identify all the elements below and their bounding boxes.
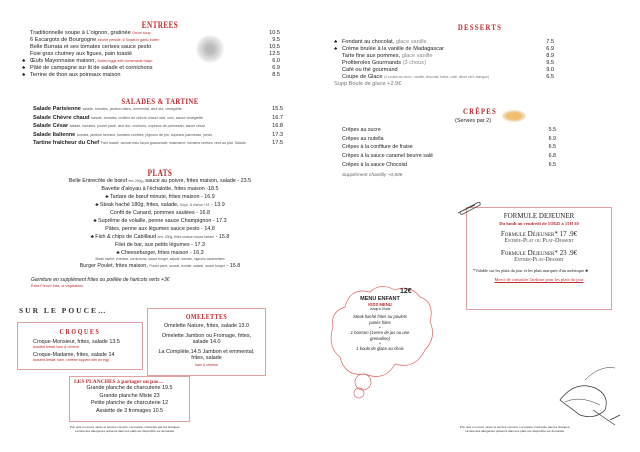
- plat-price: , sauce au poivre, frites maison, salade - 23.5: [142, 178, 252, 184]
- footer-left: [60, 425, 190, 433]
- croques-list: [18, 339, 142, 362]
- crepe-name: Crêpes à la sauce Chocolat: [342, 161, 408, 168]
- omelette-name: Omelette Jambon ou Fromage, frites, salade 14.0: [161, 332, 252, 345]
- dessert-name: Tarte fine aux pommes,: [342, 53, 401, 59]
- crepe-price: 6.5: [548, 144, 556, 151]
- formule-note: *Valable sur les plats du jour et les plats marqués d'un astérisque ♣: [473, 268, 589, 273]
- entree-name: Traditionnelle soupe à L'oignon, gratinée: [30, 30, 131, 36]
- salade-item: [33, 132, 283, 139]
- salade-name-wrap: [33, 106, 272, 112]
- croque-note: toasted bread ham & cheese: [33, 345, 79, 349]
- plat-price: - 13.9: [209, 202, 225, 208]
- salade-item: [33, 140, 283, 147]
- desserts-list: [334, 39, 554, 81]
- entree-name-wrap: [30, 51, 269, 58]
- plat-note: env. 230g, frites maison sauce tartare: [157, 235, 215, 239]
- planches-list: [70, 385, 189, 415]
- entrees-heading: ENTREES: [141, 20, 179, 30]
- entree-name-wrap: [22, 65, 272, 72]
- dessert-price: 9.0: [546, 67, 554, 73]
- salades-heading: SALADES & TARTINE: [121, 96, 199, 106]
- croque-item: [33, 339, 142, 349]
- crepe-name: Crêpes à la confiture de fraise: [342, 144, 413, 151]
- entree-item: [22, 65, 280, 72]
- entree-price: 10.5: [269, 30, 280, 36]
- crepe-item: [342, 126, 556, 135]
- dessert-name: Café ou thé gourmand: [342, 67, 398, 73]
- formule-2-desc: Entrée-Plat-Dessert: [514, 257, 564, 263]
- desserts-supp: Supp Boule de glace +2.9€: [334, 81, 402, 87]
- dessert-price: 8.9: [546, 53, 554, 59]
- formule-marker-icon: ♣: [334, 39, 338, 45]
- entree-item: [30, 30, 280, 37]
- crepe-name: Crêpes au nutella: [342, 135, 384, 142]
- footer-line-2: La liste des allergènes présents dans les plats est disponible sur demande.: [465, 429, 565, 433]
- crepe-price: 6.5: [548, 161, 556, 168]
- entree-item: [30, 44, 280, 51]
- plat-item: [40, 217, 280, 225]
- entrees-list: [22, 30, 280, 79]
- dessert-item: [334, 74, 554, 81]
- salade-name: Tartine fraîcheur du Chef: [33, 140, 100, 146]
- formule-marker-icon: ♣: [334, 46, 338, 52]
- desserts-heading: DESSERTS: [457, 22, 503, 32]
- plat-name: Bavette d'aloyau à l'échalotte, frites maison -18.5: [101, 186, 219, 192]
- enfant-plus-2: +: [378, 341, 382, 346]
- plats-heading: PLATS: [147, 168, 173, 178]
- plat-item: [40, 233, 280, 241]
- omelettes-box: [147, 308, 266, 376]
- salade-price: 16.8: [272, 123, 283, 129]
- formule-marker-icon: ♣: [105, 194, 110, 200]
- entree-item: [22, 72, 280, 79]
- garniture-note-en: Extra French fries, or vegetables.: [31, 284, 84, 288]
- formule-marker-icon: ♣: [22, 58, 26, 64]
- plat-name: Belle Entrecôte de bœuf: [68, 178, 127, 184]
- crepe-price: 6.8: [548, 153, 556, 160]
- crepe-name: Crêpes à la sauce caramel beurre salé: [342, 153, 433, 160]
- salade-note: burrata, jambon serrano, tomates confites, pignons de pin, copeaux parmesan, pesto: [76, 132, 213, 137]
- plat-name: Pâtes, penne aux légumes sauce pesto - 14.8: [105, 226, 215, 232]
- enfant-title: MENU ENFANT: [360, 296, 400, 302]
- crepe-item: [342, 135, 556, 144]
- paperclip-icon: [455, 200, 483, 216]
- plat-note: Poulet pané, avocat, tomate, salade, sauce burger: [149, 264, 225, 268]
- plat-item: [40, 249, 280, 257]
- omelette-item: [148, 349, 265, 369]
- formule-marker-icon: ♣: [22, 72, 26, 78]
- plats-list: [40, 177, 280, 270]
- entree-name-wrap: [22, 58, 272, 65]
- salades-list: [33, 106, 283, 149]
- formule-box: [466, 207, 612, 310]
- planches-heading: LES PLANCHES à partager ou pas…: [74, 379, 164, 385]
- salade-price: 17.3: [272, 131, 283, 138]
- entree-item: [30, 51, 280, 58]
- omelette-name: La Complète,14.5 Jambon et emmental, frites, salade: [158, 348, 255, 361]
- crepe-item: [342, 152, 556, 161]
- salade-note: Pain toasté, avocat frais façon guacamole, edamame, tomates cerises, œuf au plat, Salade: [100, 141, 246, 145]
- enfant-line-3: 1 boule de glace au choix: [356, 346, 404, 351]
- salade-name-wrap: [33, 140, 272, 146]
- entree-name: Pâté de campagne sur lit de salade et cornichons: [30, 65, 153, 71]
- entree-name-wrap: [30, 44, 269, 51]
- dessert-price: 6.9: [546, 46, 554, 52]
- salade-name: Salade Parisienne: [33, 106, 81, 112]
- plat-note: Steak haché, cheddar, cornichons, sauce burger, salade, tomate, oignons caramélisés: [95, 257, 225, 261]
- entree-name: Foie gras chutney aux figues, pain toasté: [30, 51, 132, 57]
- plat-price: - 15.8: [214, 234, 230, 240]
- dessert-item: [334, 46, 554, 53]
- plat-name: Filet de bar, aux petits légumes - 17.3: [115, 242, 205, 248]
- formule-marker-icon: ♣: [22, 65, 26, 71]
- enfant-line-2: 1 boisson (1verre de jus ou une grenadine): [350, 330, 410, 341]
- entree-item: [30, 37, 280, 44]
- entree-price: 6.9: [272, 65, 280, 71]
- escargots-image: [196, 35, 224, 63]
- entree-item: [22, 58, 280, 65]
- formule-hours: Du lundi au vendredi de 11H45 à 15H 30: [499, 221, 579, 226]
- crepe-price: 6.9: [548, 135, 556, 142]
- entree-price: 8.5: [272, 72, 280, 78]
- formule-marker-icon: ♣: [93, 218, 99, 224]
- omelette-name: Omelette Nature, frites, salade 13.0: [163, 323, 250, 329]
- salade-item: [33, 123, 283, 130]
- omelette-item: [148, 323, 265, 330]
- croque-note: toasted bread, ham, cheese topped with an egg: [33, 358, 109, 362]
- sur-le-pouce-heading: SUR LE POUCE…: [19, 306, 108, 315]
- planche-item: Assiette de 3 fromages 10.5: [95, 407, 164, 414]
- entree-note: beurre persillé, 6 Snails in garlic butter: [97, 38, 159, 42]
- dessert-name: Profiteroles Gourmands: [342, 60, 402, 66]
- crepes-subtitle: (Servies par 2): [455, 118, 492, 124]
- plat-item: [40, 225, 280, 233]
- entree-name: 6 Escargots de Bourgogne: [30, 37, 97, 43]
- wine-glass-sketch-icon: [555, 360, 625, 430]
- salade-price: 15.5: [272, 106, 283, 112]
- crepe-price: 5.5: [548, 127, 556, 133]
- salade-note: salade, tomates, jambon blanc, emmental, œuf dur, vinaigrette: [82, 107, 182, 111]
- plat-price: - 15.8: [225, 263, 241, 269]
- planche-item: Grande planche Mixte 23: [99, 392, 160, 399]
- salade-name-wrap: [33, 132, 272, 138]
- plat-item: [40, 262, 280, 270]
- entree-name-wrap: [30, 30, 269, 37]
- salade-name: Salade Chèvre chaud: [33, 114, 90, 121]
- dessert-note: (3 boules au choix : vanille, chocolat, fraise, café, citron vert, mangue): [384, 75, 489, 79]
- plat-name: Tartare de bœuf minute, frites maison - 16.9: [109, 194, 215, 200]
- salade-item: [33, 106, 283, 113]
- entree-price: 6.0: [272, 58, 280, 64]
- plat-note: Supp. À cheval +1€: [179, 203, 210, 207]
- plat-item: [40, 209, 280, 217]
- garniture-note: Garniture en supplément frites ou poêlée de haricots verts +3€: [31, 277, 170, 283]
- croque-name: Croque-Monsieur, frites, salade 13.5: [33, 339, 120, 345]
- footer-line-1: Prix nets en euros, taxes et service compris. La maison n'accepte pas les chèques.: [69, 425, 181, 429]
- crepe-image: [502, 110, 526, 122]
- dessert-price: 6.5: [546, 74, 554, 80]
- plat-name: Fish & chips de Cabillaud: [95, 234, 157, 240]
- plat-name: Steak haché 180g, frites, salade,: [99, 202, 179, 208]
- formule-marker-icon: ♣: [90, 234, 96, 240]
- formule-2: Formule Déjeuner* 23 .9€: [500, 249, 578, 257]
- dessert-name-wrap: [342, 74, 546, 81]
- plat-name: Confit de Canard, pommes sautées - 16.8: [109, 210, 211, 216]
- formule-marker-icon: ♣: [116, 250, 121, 256]
- dessert-note: glace vanille: [401, 53, 433, 59]
- omelettes-heading: OMELETTES: [185, 312, 228, 321]
- entree-name-wrap: [30, 37, 272, 44]
- entree-name: Belle Burrata et ses tomates cerises sauce pesto: [30, 44, 152, 50]
- formule-marker-icon: ♣: [95, 202, 100, 208]
- dessert-name-wrap: [342, 53, 546, 60]
- salade-name: Salade Italienne: [33, 131, 76, 138]
- dessert-price: 9.5: [546, 60, 554, 66]
- crepes-heading: CRÊPES: [462, 106, 498, 116]
- formule-1: Formule Déjeuner* 17 .9€: [500, 230, 578, 238]
- croque-name: Croque-Madame, frites, salade 14: [33, 352, 115, 358]
- footer-line-2: La liste des allergènes présents dans les plats est disponible sur demande.: [75, 429, 175, 433]
- ardoise-note: Merci de consulter l'ardoise pour les plats du jour: [494, 277, 584, 282]
- dessert-name: Coupe de Glace: [342, 74, 383, 80]
- dessert-item: [334, 53, 554, 60]
- plat-name: Burger Poulet, frites maison,: [79, 263, 148, 269]
- formule-title: FORMULE DEJEUNER: [503, 212, 575, 220]
- crepe-name: Crêpes au sucre: [342, 127, 381, 133]
- entree-note: Boiled eggs with homemade mayo: [97, 59, 153, 63]
- planche-item: Grande planche de charcuterie 19.5: [86, 385, 173, 391]
- footer-right: [440, 425, 590, 433]
- dessert-name-wrap: [334, 46, 546, 53]
- omelette-item: [148, 333, 265, 346]
- salade-note: salade, tomates, poulet pané, œuf dur, croûtons, copeaux de parmesan, sauce césar: [69, 124, 205, 128]
- plat-item: [40, 201, 280, 209]
- footer-line-1: Prix nets en euros, taxes et service compris. La maison n'accepte pas les chèques.: [459, 425, 571, 429]
- dessert-item: [334, 67, 554, 74]
- dessert-note: (3 choux): [402, 60, 426, 66]
- dessert-price: 7.5: [546, 39, 554, 45]
- formule-1-desc: Entrée-Plat ou Plat-Dessert: [504, 238, 574, 244]
- salade-name: Salade César: [33, 123, 69, 129]
- salade-price: 17.5: [272, 140, 283, 146]
- croque-item: [33, 352, 142, 362]
- plat-name: Suprême de volaille, penne sauce Champignon - 17.3: [98, 218, 227, 224]
- entree-note: Onion soup: [132, 31, 151, 35]
- entree-price: 12.5: [269, 51, 280, 57]
- dessert-name-wrap: [342, 67, 546, 74]
- enfant-subtitle: KIDS MENU: [368, 302, 392, 307]
- planches-box: [69, 376, 190, 422]
- plat-item: [40, 177, 280, 185]
- plat-name: Cheeseburger, frites maison - 16.3: [120, 250, 204, 256]
- croques-box: [17, 322, 143, 370]
- omelettes-list: [148, 323, 265, 368]
- planche-item: Petite planche de charcuterie 12: [90, 400, 169, 406]
- dessert-item: [334, 60, 554, 67]
- dessert-name-wrap: [342, 60, 546, 67]
- dessert-name-wrap: [334, 39, 546, 46]
- plat-item: [40, 193, 280, 201]
- enfant-box: [340, 296, 420, 352]
- enfant-plus-1: +: [378, 325, 382, 330]
- salade-name-wrap: [33, 115, 272, 121]
- plat-item: [40, 185, 280, 193]
- dessert-note: glace vanille: [395, 39, 427, 45]
- enfant-age: Jusqu'à 10ans: [369, 307, 391, 311]
- salade-note: salade, tomates, crottins de chèvre chaud miel, noix, sauce vinaigrette: [91, 115, 204, 120]
- dessert-name: Crème brulée à la vanille de Madagascar: [342, 46, 444, 52]
- plat-item: [40, 241, 280, 249]
- croques-heading: CROQUES: [59, 327, 101, 336]
- crepe-item: [342, 161, 556, 170]
- entree-price: 10.5: [269, 44, 280, 50]
- entree-name: Œufs Mayonnaise maison,: [30, 58, 96, 64]
- entree-price: 9.5: [272, 37, 280, 43]
- dessert-item: [334, 39, 554, 46]
- dessert-name: Fondant au chocolat,: [342, 39, 395, 45]
- entree-name: Terrine de thon aux poireaux maison: [30, 72, 121, 78]
- salade-name-wrap: [33, 123, 272, 129]
- entree-name-wrap: [22, 72, 272, 79]
- omelette-note: ham & cheese: [195, 362, 218, 367]
- plat-note: env 250g: [128, 179, 143, 183]
- enfant-line-1: Steak haché frites ou poulets panés frites: [352, 314, 407, 325]
- crepe-item: [342, 143, 556, 152]
- salade-item: [33, 115, 283, 122]
- salade-price: 16.7: [272, 114, 283, 121]
- crepes-supp: Supplément chantilly +0,60€: [342, 173, 403, 178]
- crepes-list: [342, 126, 556, 170]
- enfant-price: 12€: [400, 288, 412, 295]
